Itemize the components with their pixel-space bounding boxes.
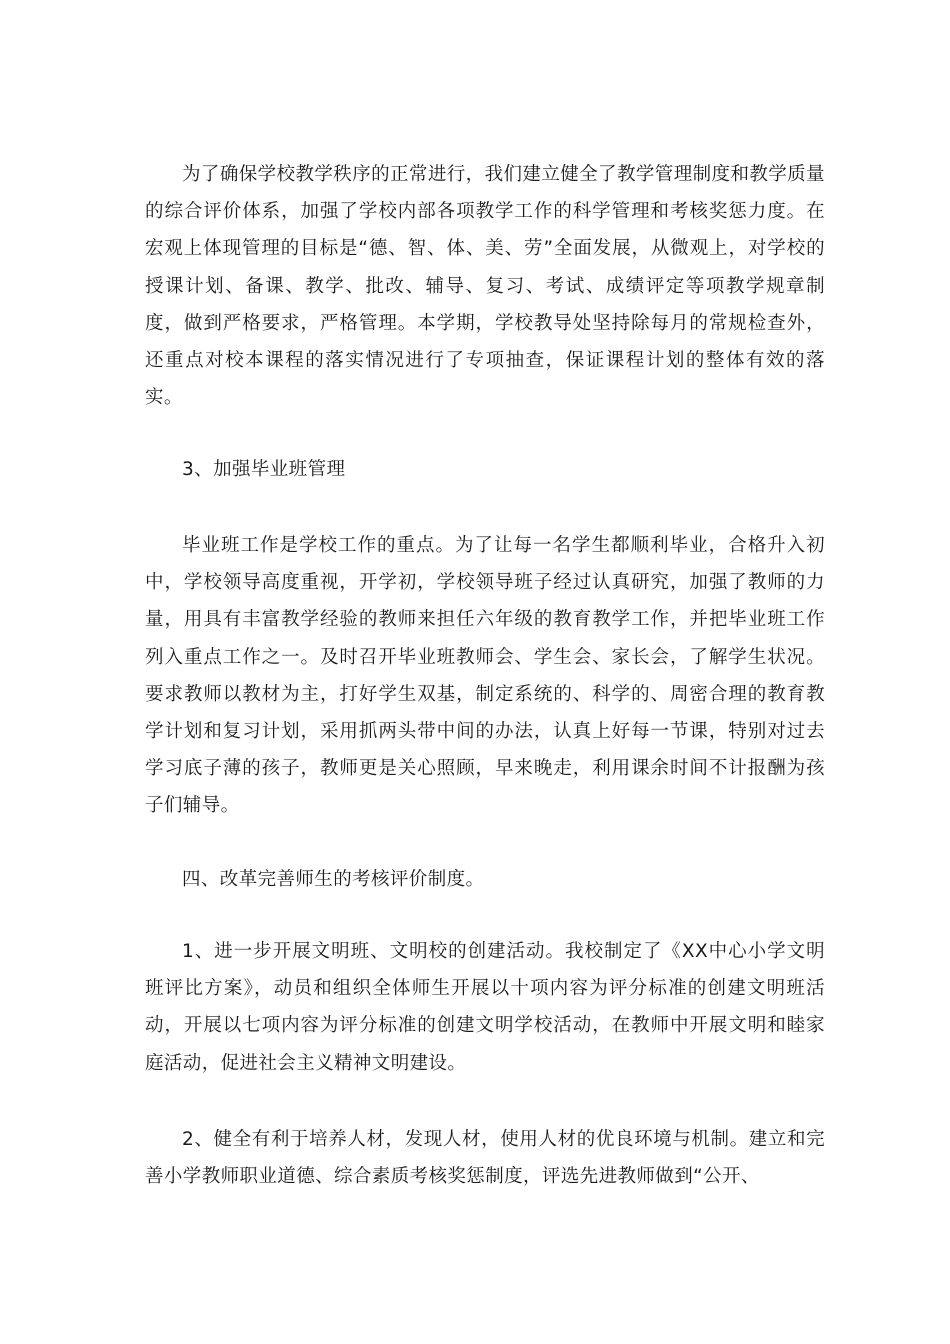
paragraph-civilized-class: 1、进一步开展文明班、文明校的创建活动。我校制定了《XX中心小学文明班评比方案》，动员和组织全体师生开展以十项内容为评分标准的创建文明班活动，开展以七项内容为评分标准的创建文明学校活动，在教师中开展文明和睦家庭活动，促进社会主义精神文明建设。 (145, 941, 825, 1074)
section-heading-graduating-class: 3、加强毕业班管理 (182, 459, 346, 480)
paragraph-graduating-class: 毕业班工作是学校工作的重点。为了让每一名学生都顺利毕业，合格升入初中，学校领导高度重视，开学初，学校领导班子经过认真研究，加强了教师的力量，用具有丰富教学经验的教师来担任六年级的教育教学工作，并把毕业班工作列入重点工作之一。及时召开毕业班教师会、学生会、家长会，了解学生状况。要求教师以教材为主，打好学生双基，制定系统的、科学的、周密合理的教育教学计划和复习计划，采用抓两头带中间的办法，认真上好每一节课，特别对过去学习底子薄的孩子，教师更是关心照顾，早来晚走，利用课余时间不计报酬为孩子们辅导。 (145, 535, 825, 817)
paragraph-teaching-management: 为了确保学校教学秩序的正常进行，我们建立健全了教学管理制度和教学质量的综合评价体系，加强了学校内部各项教学工作的科学管理和考核奖惩力度。在宏观上体现管理的目标是“德、智、体、美、劳”全面发展，从微观上，对学校的授课计划、备课、教学、批改、辅导、复习、考试、成绩评定等项教学规章制度，做到严格要求，严格管理。本学期，学校教导处坚持除每月的常规检查外，还重点对校本课程的落实情况进行了专项抽查，保证课程计划的整体有效的落实。 (145, 164, 825, 409)
paragraph-talent-mechanism: 2、健全有利于培养人材，发现人材，使用人材的优良环境与机制。建立和完善小学教师职业道德、综合素质考核奖惩制度，评选先进教师做到“公开、 (145, 1129, 825, 1188)
section-heading-evaluation-reform: 四、改革完善师生的考核评价制度。 (182, 869, 485, 890)
